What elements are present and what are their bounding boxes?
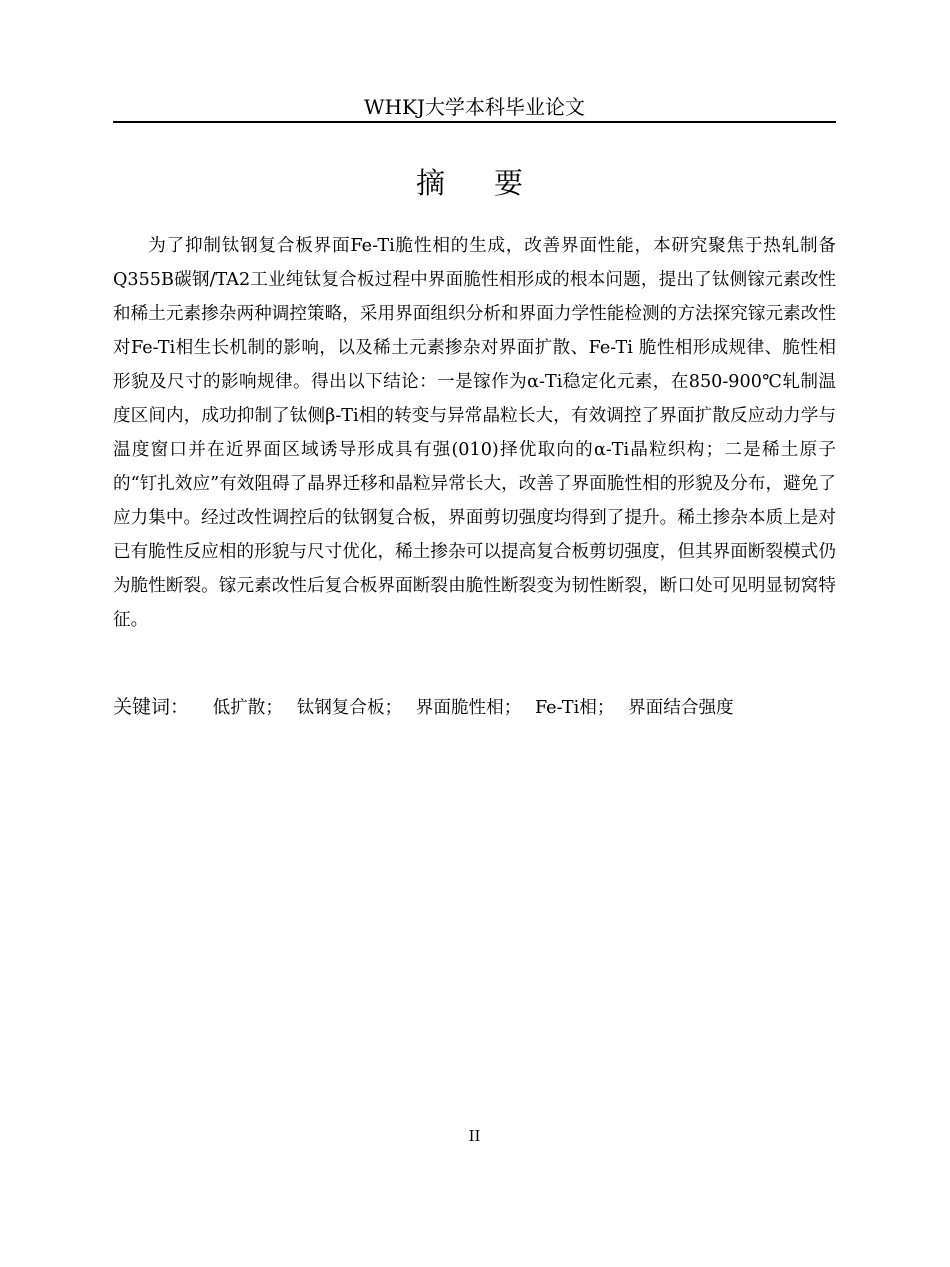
page-header: [113, 93, 836, 123]
keywords-label: 关键词：: [113, 696, 190, 718]
keyword-item: 界面脆性相；: [415, 698, 522, 718]
keyword-item: 界面结合强度: [628, 698, 734, 718]
keyword-item: 低扩散；: [212, 698, 283, 718]
page-title: 摘 要: [415, 166, 533, 200]
keyword-item: 钛钢复合板；: [296, 698, 403, 718]
page-number: II: [468, 1127, 481, 1145]
header-text: WHKJ大学本科毕业论文: [364, 95, 585, 119]
keywords-line: [113, 690, 836, 725]
abstract-body: 为了抑制钛钢复合板界面Fe-Ti脆性相的生成，改善界面性能，本研究聚焦于热轧制备Q355B碳钢/TA2工业纯钛复合板过程中界面脆性相形成的根本问题，提出了钛侧镓元素改性和稀土元素掺杂两种调控策略，采用界面组织分析和界面力学性能检测的方法探究镓元素改性对Fe-Ti相生长机制的影响，以及稀土元素掺杂对界面扩散、Fe-Ti 脆性相形成规律、脆性相形貌及尺寸的影响规律。得出以下结论：一是镓作为α-Ti稳定化元素，在850-900℃轧制温度区间内，成功抑制了钛侧β-Ti相的转变与异常晶粒长大，有效调控了界面扩散反应动力学与温度窗口并在近界面区域诱导形成具有强(010)择优取向的α-Ti晶粒织构；二是稀土原子的“钉扎效应”有效阻碍了晶界迁移和晶粒异常长大，改善了界面脆性相的形貌及分布，避免了应力集中。经过改性调控后的钛钢复合板，界面剪切强度均得到了提升。稀土掺杂本质上是对已有脆性反应相的形貌与尺寸优化，稀土掺杂可以提高复合板剪切强度，但其界面断裂模式仍为脆性断裂。镓元素改性后复合板界面断裂由脆性断裂变为韧性断裂，断口处可见明显韧窝特征。: [113, 236, 836, 630]
keyword-item: Fe-Ti相；: [534, 698, 615, 718]
